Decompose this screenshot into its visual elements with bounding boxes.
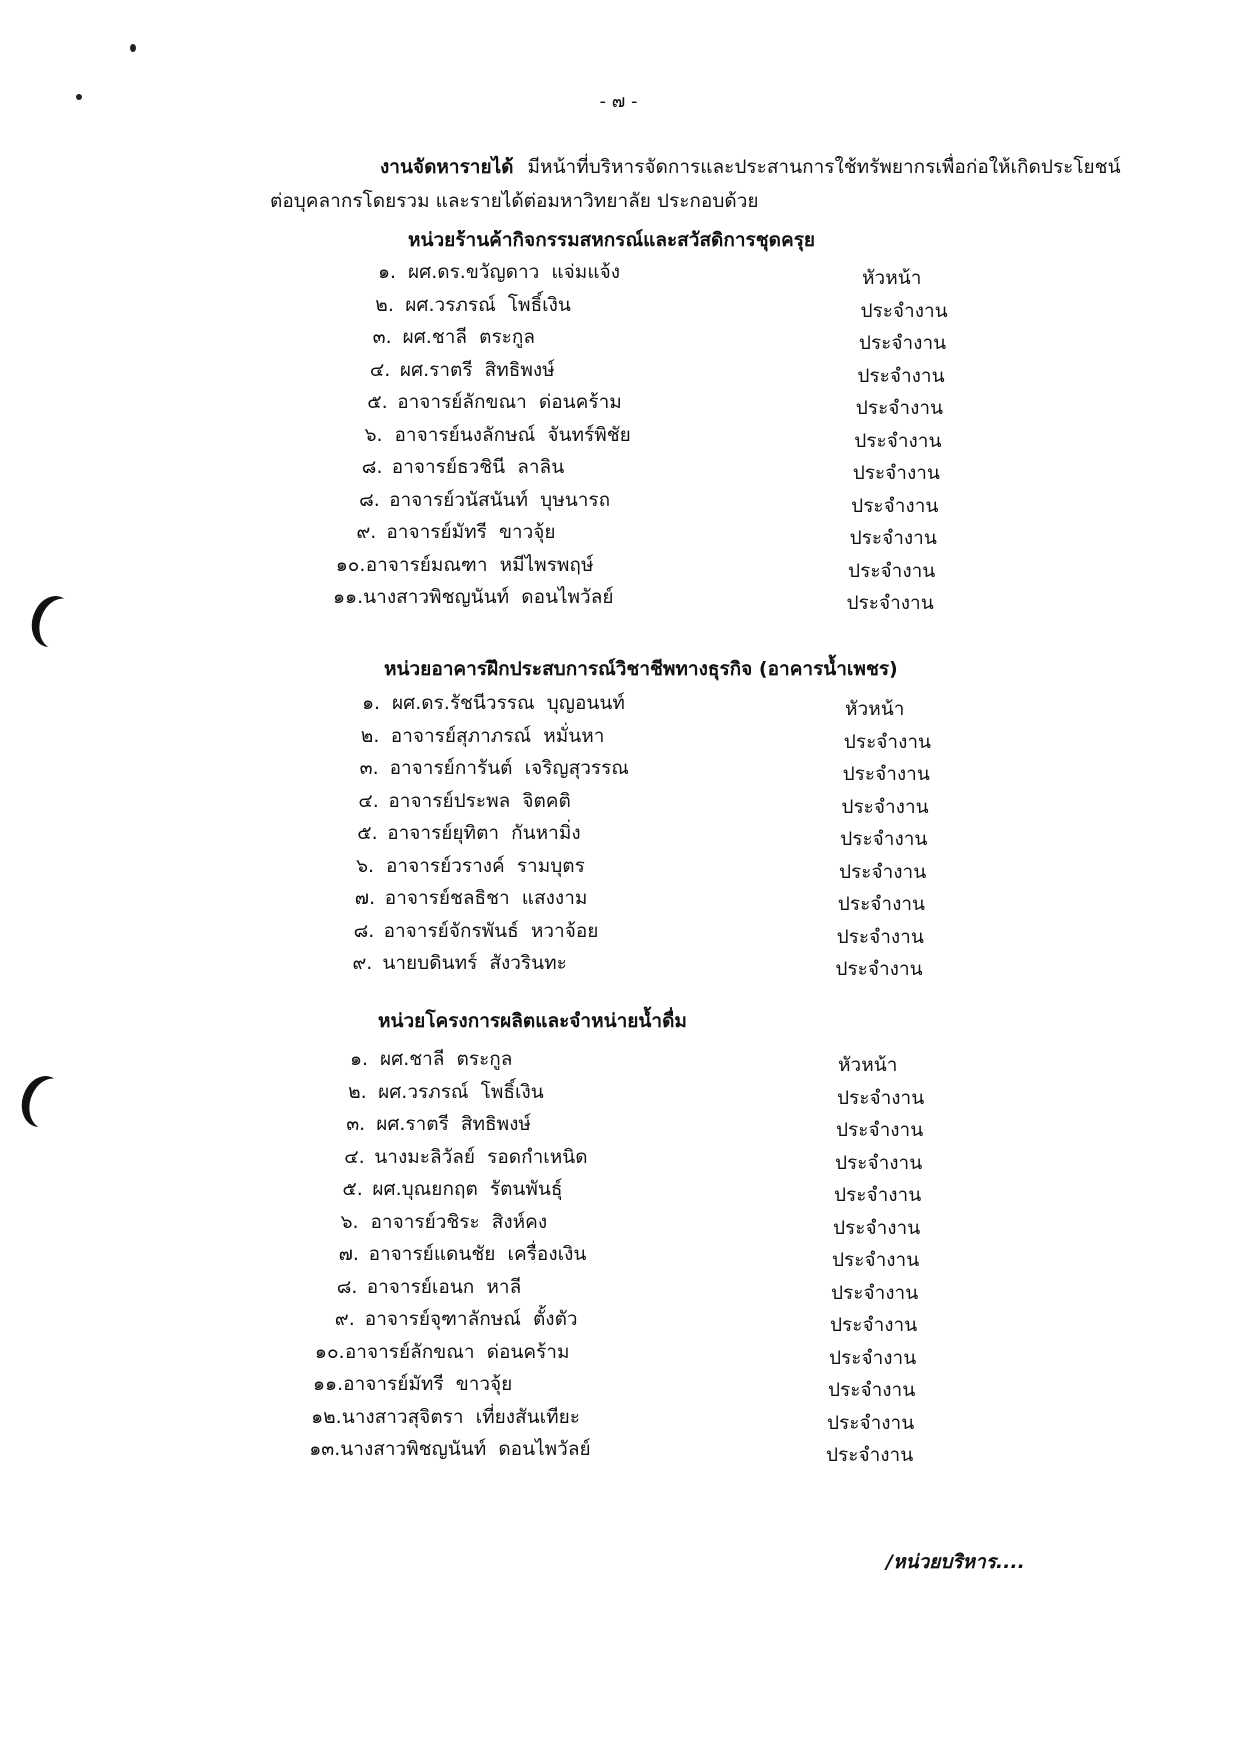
member-role: ประจำงาน: [828, 1379, 916, 1401]
member-row: [342, 1174, 562, 1204]
member-row: [341, 1207, 548, 1237]
member-number: ๑๑.: [333, 586, 364, 608]
member-row: [346, 1109, 531, 1139]
member-row: [370, 355, 555, 385]
member-row: [365, 420, 631, 450]
member-role: ประจำงาน: [834, 1184, 922, 1206]
member-name: อาจารย์วชิระ สิงห์คง: [370, 1210, 548, 1233]
next-page-hint: /หน่วยบริหาร....: [886, 1551, 1025, 1573]
member-role: ประจำงาน: [839, 860, 927, 883]
member-row: [358, 786, 570, 816]
member-role: ประจำงาน: [860, 299, 948, 322]
member-number: ๘.: [336, 1275, 358, 1298]
page-number: - ๗ -: [599, 91, 638, 112]
member-name: นางสาวพิชญนันท์ ดอนไพวัลย์: [340, 1438, 591, 1460]
member-role: ประจำงาน: [846, 592, 934, 614]
intro-paragraph: [270, 150, 1121, 218]
member-row: [356, 851, 585, 881]
member-name: ผศ.ดร.ขวัญดาว แจ่มแจ้ง: [408, 261, 620, 283]
member-role: ประจำงาน: [832, 1249, 920, 1271]
member-number: ๕.: [357, 822, 378, 844]
section-heading: หน่วยโครงการผลิตและจำหน่ายน้ำดื่ม: [378, 1010, 687, 1032]
member-role: หัวหน้า: [838, 1054, 898, 1076]
member-name: อาจารย์มณฑา หมีไพรพฤษ์: [365, 553, 594, 576]
scan-speck: [130, 44, 136, 52]
member-name: ผศ.บุณยกฤต รัตนพันธุ์: [372, 1178, 563, 1200]
member-name: ผศ.ราตรี สิทธิพงษ์: [376, 1113, 531, 1135]
member-number: ๘.: [353, 919, 375, 942]
member-name: อาจารย์ลักขณา ด่อนคร้าม: [344, 1340, 570, 1363]
member-role: ประจำงาน: [842, 763, 930, 785]
member-row: [336, 550, 594, 580]
member-role: ประจำงาน: [837, 893, 926, 915]
member-role: ประจำงาน: [840, 828, 928, 850]
member-number: ๑.: [378, 261, 397, 283]
member-row: [311, 1402, 580, 1432]
member-number: ๑๓.: [309, 1438, 341, 1460]
member-row: [339, 1239, 587, 1269]
member-row: [309, 1434, 590, 1464]
member-role: ประจำงาน: [849, 527, 937, 549]
member-row: [337, 1272, 522, 1302]
member-name: อาจารย์ธวชินี ลาลิน: [391, 456, 565, 478]
member-number: ๖.: [356, 854, 375, 877]
member-number: ๒.: [375, 293, 394, 316]
member-role: หัวหน้า: [862, 267, 922, 289]
member-name: อาจารย์จุฑาลักษณ์ ตั้งตัว: [364, 1308, 578, 1330]
member-role: หัวหน้า: [845, 698, 905, 720]
member-name: อาจารย์ชลธิชา แสงงาม: [384, 887, 588, 909]
member-number: ๔.: [369, 358, 391, 381]
member-number: ๗.: [354, 887, 376, 909]
punch-hole-mark: [33, 593, 87, 655]
member-row: [362, 688, 625, 718]
member-number: ๓.: [359, 757, 379, 779]
member-number: ๙.: [356, 521, 377, 543]
member-number: ๙.: [352, 952, 373, 974]
member-number: ๓.: [372, 326, 392, 348]
member-number: ๓.: [346, 1113, 366, 1135]
member-role: ประจำงาน: [830, 1314, 918, 1336]
member-role: ประจำงาน: [836, 1119, 924, 1141]
member-name: อาจารย์ลักขณา ด่อนคร้าม: [397, 391, 622, 413]
member-role: ประจำงาน: [852, 462, 940, 484]
section-heading: หน่วยร้านค้ากิจกรรมสหกรณ์และสวัสดิการชุดครุย: [408, 229, 816, 251]
member-row: [373, 322, 535, 352]
member-row: [378, 257, 620, 287]
member-row: [356, 517, 555, 547]
member-row: [362, 452, 564, 482]
member-name: อาจารย์เอนก หาลี: [366, 1275, 522, 1298]
member-row: [352, 948, 566, 978]
member-number: ๑๐.: [335, 553, 366, 576]
member-name: อาจารย์มัทรี ขาวจุ้ย: [386, 521, 556, 543]
member-name: อาจารย์ยุทิตา กันหามิ่ง: [387, 822, 581, 844]
member-name: อาจารย์แดนชัย เครื่องเงิน: [368, 1243, 587, 1265]
member-number: ๕.: [367, 391, 388, 413]
member-number: ๕.: [342, 1178, 363, 1200]
member-row: [360, 753, 629, 783]
member-number: ๙.: [334, 1308, 355, 1330]
member-name: ผศ.วรภรณ์ โพธิ์เงิน: [378, 1080, 544, 1103]
member-row: [355, 883, 588, 913]
member-name: นางสาวพิชญนันท์ ดอนไพวัลย์: [363, 586, 614, 608]
member-name: อาจารย์นงลักษณ์ จันทร์พิชัย: [394, 423, 631, 446]
member-name: ผศ.ราตรี สิทธิพงษ์: [399, 358, 555, 381]
member-role: ประจำงาน: [829, 1346, 917, 1369]
member-role: ประจำงาน: [827, 1411, 915, 1434]
member-name: นายบดินทร์ สังวรินทะ: [382, 952, 567, 974]
member-row: [333, 582, 614, 612]
member-number: ๔.: [344, 1145, 365, 1168]
member-row: [361, 721, 605, 751]
member-name: ผศ.วรภรณ์ โพธิ์เงิน: [405, 293, 571, 316]
member-role: ประจำงาน: [843, 730, 932, 753]
member-role: ประจำงาน: [835, 958, 923, 980]
member-name: ผศ.ชาลี ตระกูล: [402, 326, 536, 348]
member-number: ๒.: [360, 724, 380, 747]
member-role: ประจำงาน: [851, 494, 939, 517]
member-number: ๑๐.: [314, 1340, 345, 1363]
member-name: อาจารย์วรางค์ รามบุตร: [386, 854, 585, 877]
member-name: ผศ.ชาลี ตระกูล: [380, 1048, 513, 1070]
member-row: [335, 1304, 578, 1334]
member-number: ๘.: [359, 488, 380, 511]
member-name: นางมะลิวัลย์ รอดกำเหนิด: [374, 1145, 588, 1168]
member-row: [348, 1077, 544, 1107]
member-number: ๔.: [358, 789, 379, 812]
intro-text-line2: ต่อบุคลากรโดยรวม และรายได้ต่อมหาวิทยาลัย ประกอบด้วย: [270, 190, 759, 212]
member-role: ประจำงาน: [826, 1444, 914, 1466]
punch-hole-mark: [23, 1073, 77, 1135]
intro-heading: งานจัดหารายได้: [380, 156, 514, 178]
member-name: อาจารย์สุภาภรณ์ หมั่นหา: [390, 724, 605, 747]
member-row: [357, 818, 580, 848]
member-name: อาจารย์วนัสนันท์ บุษนารถ: [389, 488, 611, 511]
member-number: ๗.: [338, 1243, 359, 1265]
member-row: [359, 485, 610, 515]
member-name: อาจารย์มัทรี ขาวจุ้ย: [343, 1373, 513, 1395]
section-heading: หน่วยอาคารฝึกประสบการณ์วิชาชีพทางธุรกิจ (อาคารน้ำเพชร): [384, 658, 898, 680]
member-role: ประจำงาน: [831, 1281, 919, 1304]
member-row: [375, 290, 571, 320]
member-number: ๖.: [340, 1210, 359, 1233]
member-number: ๘.: [361, 456, 383, 478]
member-number: ๖.: [364, 423, 383, 446]
member-role: ประจำงาน: [848, 559, 936, 582]
member-name: อาจารย์ประพล จิตคติ: [388, 789, 571, 812]
member-name: นางสาวสุจิตรา เที่ยงสันเทียะ: [341, 1405, 580, 1428]
member-role: ประจำงาน: [835, 1151, 923, 1174]
member-role: ประจำงาน: [855, 397, 944, 419]
member-role: ประจำงาน: [854, 429, 942, 452]
member-role: ประจำงาน: [833, 1216, 921, 1239]
member-role: ประจำงาน: [857, 364, 945, 387]
member-role: ประจำงาน: [841, 795, 929, 818]
member-name: อาจารย์การันต์ เจริญสุวรรณ: [389, 757, 629, 779]
intro-text-line1: มีหน้าที่บริหารจัดการและประสานการใช้ทรัพยากรเพื่อก่อให้เกิดประโยชน์: [527, 156, 1121, 178]
member-row: [315, 1337, 570, 1367]
member-row: [344, 1142, 587, 1172]
member-role: ประจำงาน: [858, 332, 947, 354]
member-row: [313, 1369, 512, 1399]
member-role: ประจำงาน: [837, 1086, 925, 1109]
member-number: ๑.: [362, 692, 381, 714]
member-name: ผศ.ดร.รัชนีวรรณ บุญอนนท์: [392, 692, 625, 714]
member-number: ๑.: [350, 1048, 369, 1070]
member-number: ๑๑.: [313, 1373, 344, 1395]
member-row: [350, 1044, 512, 1074]
member-name: อาจารย์จักรพันธ์ หวาจ้อย: [383, 919, 599, 942]
member-number: ๒.: [348, 1080, 367, 1103]
member-row: [367, 387, 622, 417]
member-number: ๑๒.: [311, 1405, 342, 1428]
member-role: ประจำงาน: [836, 925, 924, 948]
member-row: [354, 916, 599, 946]
